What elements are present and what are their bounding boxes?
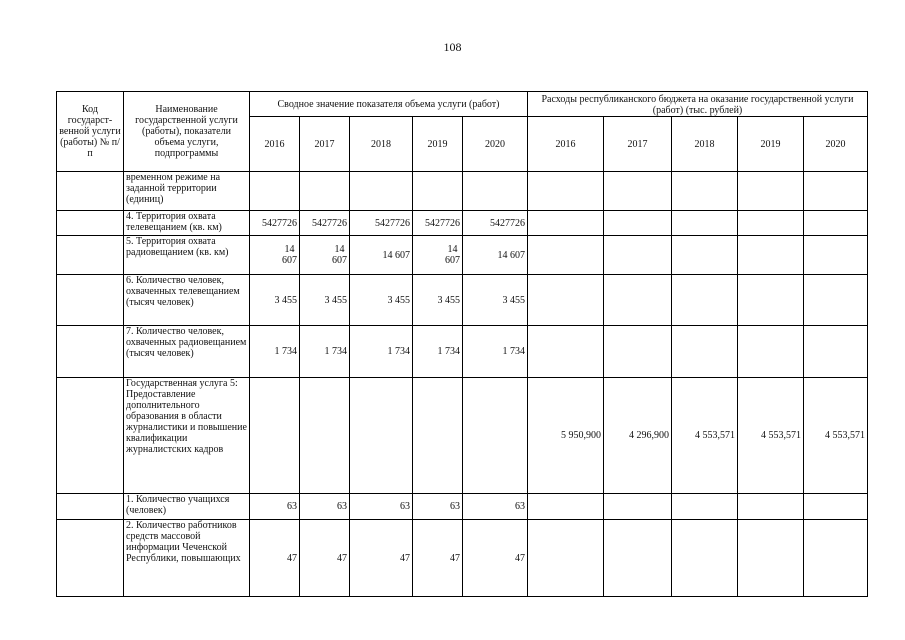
budget-cell xyxy=(804,236,868,275)
header-row-group xyxy=(57,92,868,117)
row-name: Государственная услуга 5: Предоставление дополнительного образования в области журналистики и повышение квалификации журналистских кадров xyxy=(124,378,250,494)
wrapped-value-part: 14 xyxy=(284,244,295,255)
volume-cell: 5427726 xyxy=(413,211,463,236)
volume-cell: 1 734 xyxy=(250,326,300,378)
volume-cell: 14 607 xyxy=(463,236,528,275)
row-name: временном режиме на заданной территории (единиц) xyxy=(124,172,250,211)
budget-cell xyxy=(672,494,738,520)
wrapped-value xyxy=(282,244,297,266)
header-volume-year: 2020 xyxy=(463,117,528,172)
row-name: 6. Количество человек, охваченных телевещанием (тысяч человек) xyxy=(124,275,250,326)
budget-cell xyxy=(738,326,804,378)
table-row xyxy=(57,494,868,520)
budget-cell: 4 553,571 xyxy=(672,378,738,494)
budget-cell xyxy=(804,494,868,520)
volume-cell: 3 455 xyxy=(250,275,300,326)
header-budget-year: 2019 xyxy=(738,117,804,172)
row-code xyxy=(57,211,124,236)
header-volume-year: 2019 xyxy=(413,117,463,172)
row-code xyxy=(57,494,124,520)
budget-cell xyxy=(672,236,738,275)
budget-cell: 4 553,571 xyxy=(738,378,804,494)
table-row xyxy=(57,520,868,597)
wrapped-value xyxy=(332,244,347,266)
volume-cell xyxy=(250,172,300,211)
budget-cell xyxy=(528,275,604,326)
table-row xyxy=(57,275,868,326)
volume-cell xyxy=(250,378,300,494)
budget-cell xyxy=(604,236,672,275)
budget-cell xyxy=(604,326,672,378)
wrapped-value-part: 607 xyxy=(282,255,297,266)
volume-cell xyxy=(350,378,413,494)
volume-cell: 3 455 xyxy=(463,275,528,326)
row-name: 2. Количество работников средств массовой информации Чеченской Республики, повышающих xyxy=(124,520,250,597)
budget-cell xyxy=(604,520,672,597)
budget-table xyxy=(56,91,868,597)
volume-cell: 1 734 xyxy=(350,326,413,378)
volume-cell: 63 xyxy=(350,494,413,520)
volume-cell: 5427726 xyxy=(250,211,300,236)
header-volume-group: Сводное значение показателя объема услуги (работ) xyxy=(250,92,528,117)
volume-cell: 1 734 xyxy=(413,326,463,378)
row-code xyxy=(57,378,124,494)
volume-cell: 3 455 xyxy=(413,275,463,326)
budget-cell xyxy=(672,211,738,236)
volume-cell: 47 xyxy=(413,520,463,597)
row-code xyxy=(57,326,124,378)
wrapped-value-part: 607 xyxy=(445,255,460,266)
budget-cell xyxy=(604,211,672,236)
volume-cell xyxy=(463,378,528,494)
header-budget-year: 2020 xyxy=(804,117,868,172)
volume-cell: 47 xyxy=(250,520,300,597)
budget-cell xyxy=(804,172,868,211)
budget-cell xyxy=(604,275,672,326)
volume-cell: 47 xyxy=(350,520,413,597)
page-number: 108 xyxy=(443,40,462,54)
volume-cell: 63 xyxy=(463,494,528,520)
volume-cell: 63 xyxy=(250,494,300,520)
volume-cell: 3 455 xyxy=(350,275,413,326)
row-code xyxy=(57,236,124,275)
budget-cell xyxy=(804,211,868,236)
budget-cell xyxy=(804,275,868,326)
budget-cell xyxy=(604,172,672,211)
budget-cell xyxy=(738,275,804,326)
budget-cell xyxy=(804,326,868,378)
row-code xyxy=(57,275,124,326)
table-row xyxy=(57,378,868,494)
volume-cell xyxy=(300,172,350,211)
budget-cell xyxy=(672,520,738,597)
budget-cell xyxy=(672,326,738,378)
budget-cell xyxy=(738,172,804,211)
budget-cell xyxy=(528,236,604,275)
budget-cell: 5 950,900 xyxy=(528,378,604,494)
budget-cell xyxy=(528,326,604,378)
row-name: 5. Территория охвата радиовещанием (кв. км) xyxy=(124,236,250,275)
budget-cell xyxy=(528,172,604,211)
header-name: Наименование государственной услуги (работы), показатели объема услуги, подпрограммы xyxy=(124,92,250,172)
header-volume-year: 2017 xyxy=(300,117,350,172)
wrapped-value-part: 14 xyxy=(334,244,345,255)
budget-cell: 4 553,571 xyxy=(804,378,868,494)
table-row xyxy=(57,236,868,275)
header-volume-year: 2016 xyxy=(250,117,300,172)
volume-cell xyxy=(300,378,350,494)
budget-cell xyxy=(528,520,604,597)
volume-cell: 5427726 xyxy=(350,211,413,236)
volume-cell: 47 xyxy=(463,520,528,597)
budget-cell xyxy=(672,275,738,326)
budget-cell xyxy=(738,494,804,520)
budget-cell xyxy=(604,494,672,520)
row-code xyxy=(57,520,124,597)
volume-cell: 63 xyxy=(300,494,350,520)
table-row xyxy=(57,326,868,378)
budget-cell xyxy=(528,494,604,520)
volume-cell xyxy=(300,236,350,275)
table-row xyxy=(57,172,868,211)
volume-cell: 5427726 xyxy=(300,211,350,236)
budget-cell xyxy=(738,520,804,597)
row-name: 1. Количество учащихся (человек) xyxy=(124,494,250,520)
volume-cell: 1 734 xyxy=(463,326,528,378)
table-row xyxy=(57,211,868,236)
header-budget-group: Расходы республиканского бюджета на оказание государственной услуги (работ) (тыс. рублей) xyxy=(528,92,868,117)
volume-cell: 14 607 xyxy=(350,236,413,275)
volume-cell: 5427726 xyxy=(463,211,528,236)
volume-cell xyxy=(413,172,463,211)
wrapped-value-part: 607 xyxy=(332,255,347,266)
volume-cell: 1 734 xyxy=(300,326,350,378)
row-name: 7. Количество человек, охваченных радиовещанием (тысяч человек) xyxy=(124,326,250,378)
wrapped-value xyxy=(445,244,460,266)
volume-cell xyxy=(463,172,528,211)
volume-cell: 47 xyxy=(300,520,350,597)
budget-cell xyxy=(804,520,868,597)
budget-cell xyxy=(738,236,804,275)
volume-cell xyxy=(413,378,463,494)
budget-cell xyxy=(672,172,738,211)
wrapped-value-part: 14 xyxy=(447,244,458,255)
volume-cell xyxy=(250,236,300,275)
volume-cell: 3 455 xyxy=(300,275,350,326)
header-volume-year: 2018 xyxy=(350,117,413,172)
header-budget-year: 2018 xyxy=(672,117,738,172)
header-code: Код государст-венной услуги (работы) № п/п xyxy=(57,92,124,172)
header-budget-year: 2017 xyxy=(604,117,672,172)
volume-cell xyxy=(413,236,463,275)
budget-cell xyxy=(528,211,604,236)
budget-cell xyxy=(738,211,804,236)
header-budget-year: 2016 xyxy=(528,117,604,172)
row-code xyxy=(57,172,124,211)
volume-cell: 63 xyxy=(413,494,463,520)
budget-cell: 4 296,900 xyxy=(604,378,672,494)
volume-cell xyxy=(350,172,413,211)
row-name: 4. Территория охвата телевещанием (кв. км) xyxy=(124,211,250,236)
